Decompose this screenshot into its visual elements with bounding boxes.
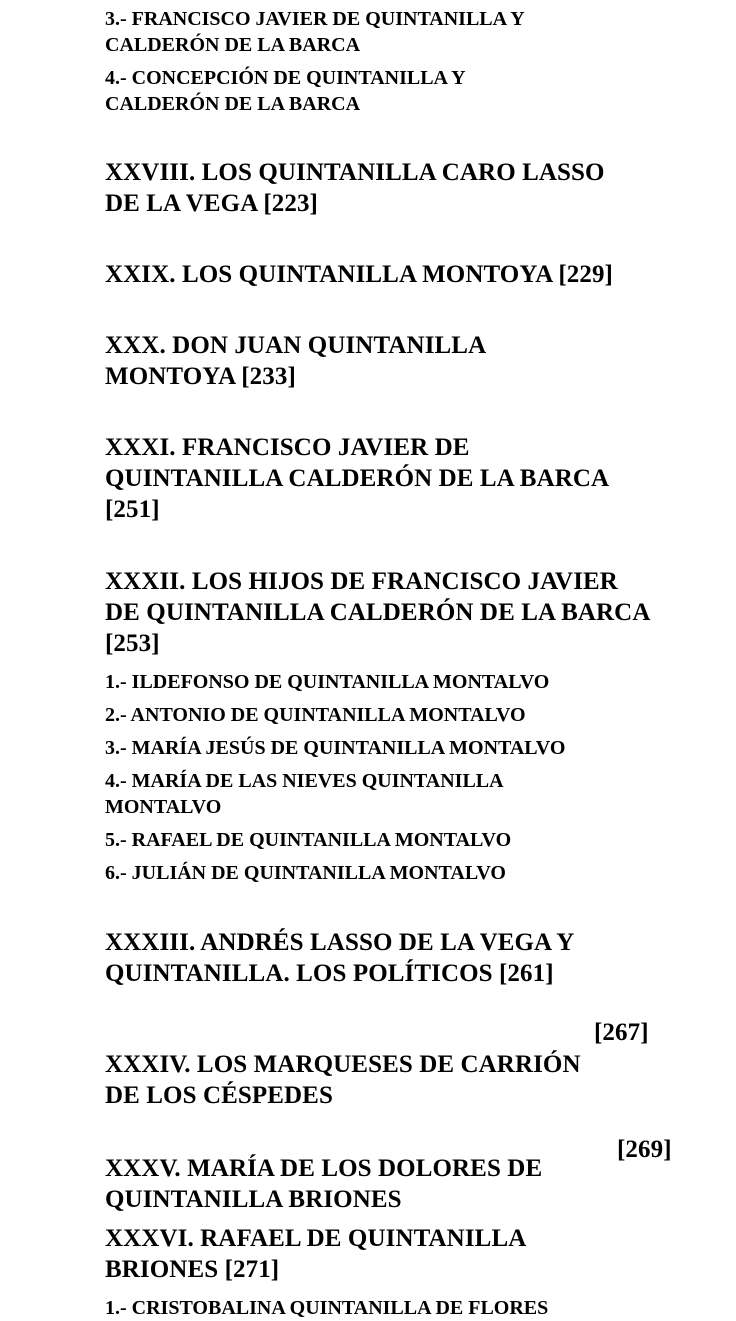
chapter-heading xyxy=(105,1136,672,1215)
chapter-heading: XXXI. FRANCISCO JAVIER DE QUINTANILLA CALDERÓN DE LA BARCA [251] xyxy=(105,434,608,523)
chapter-heading: XXIX. LOS QUINTANILLA MONTOYA [229] xyxy=(105,261,613,288)
chapter-heading: XXXII. LOS HIJOS DE FRANCISCO JAVIER DE QUINTANILLA CALDERÓN DE LA BARCA [253] xyxy=(105,568,650,657)
list-item: 2.- ANTONIO DE QUINTANILLA MONTALVO xyxy=(105,704,526,726)
chapter-heading xyxy=(105,1019,649,1111)
list-item: 6.- JULIÁN DE QUINTANILLA MONTALVO xyxy=(105,862,506,884)
chapter-title: XXXV. MARÍA DE LOS DOLORES DE QUINTANILLA BRIONES xyxy=(105,1155,543,1213)
list-item: 4.- CONCEPCIÓN DE QUINTANILLA Y CALDERÓN DE LA BARCA xyxy=(105,67,465,115)
list-item: 5.- RAFAEL DE QUINTANILLA MONTALVO xyxy=(105,829,512,851)
chapter-heading: XXXIII. ANDRÉS LASSO DE LA VEGA Y QUINTANILLA. LOS POLÍTICOS [261] xyxy=(105,929,574,987)
table-of-contents xyxy=(105,6,672,1321)
list-item: 4.- MARÍA DE LAS NIEVES QUINTANILLA MONTALVO xyxy=(105,770,503,818)
page-number: [269] xyxy=(617,1136,672,1163)
chapter-heading: XXXVI. RAFAEL DE QUINTANILLA BRIONES [271] xyxy=(105,1225,525,1283)
chapter-title: XXXIV. LOS MARQUESES DE CARRIÓN DE LOS CÉSPEDES xyxy=(105,1051,581,1109)
chapter-heading: XXX. DON JUAN QUINTANILLA MONTOYA [233] xyxy=(105,332,485,390)
chapter-heading: XXVIII. LOS QUINTANILLA CARO LASSO DE LA VEGA [223] xyxy=(105,159,605,217)
list-item: 3.- FRANCISCO JAVIER DE QUINTANILLA Y CALDERÓN DE LA BARCA xyxy=(105,8,524,56)
list-item: 1.- ILDEFONSO DE QUINTANILLA MONTALVO xyxy=(105,671,550,693)
list-item: 1.- CRISTOBALINA QUINTANILLA DE FLORES xyxy=(105,1297,549,1319)
list-item: 3.- MARÍA JESÚS DE QUINTANILLA MONTALVO xyxy=(105,737,566,759)
page-number: [267] xyxy=(594,1019,649,1046)
